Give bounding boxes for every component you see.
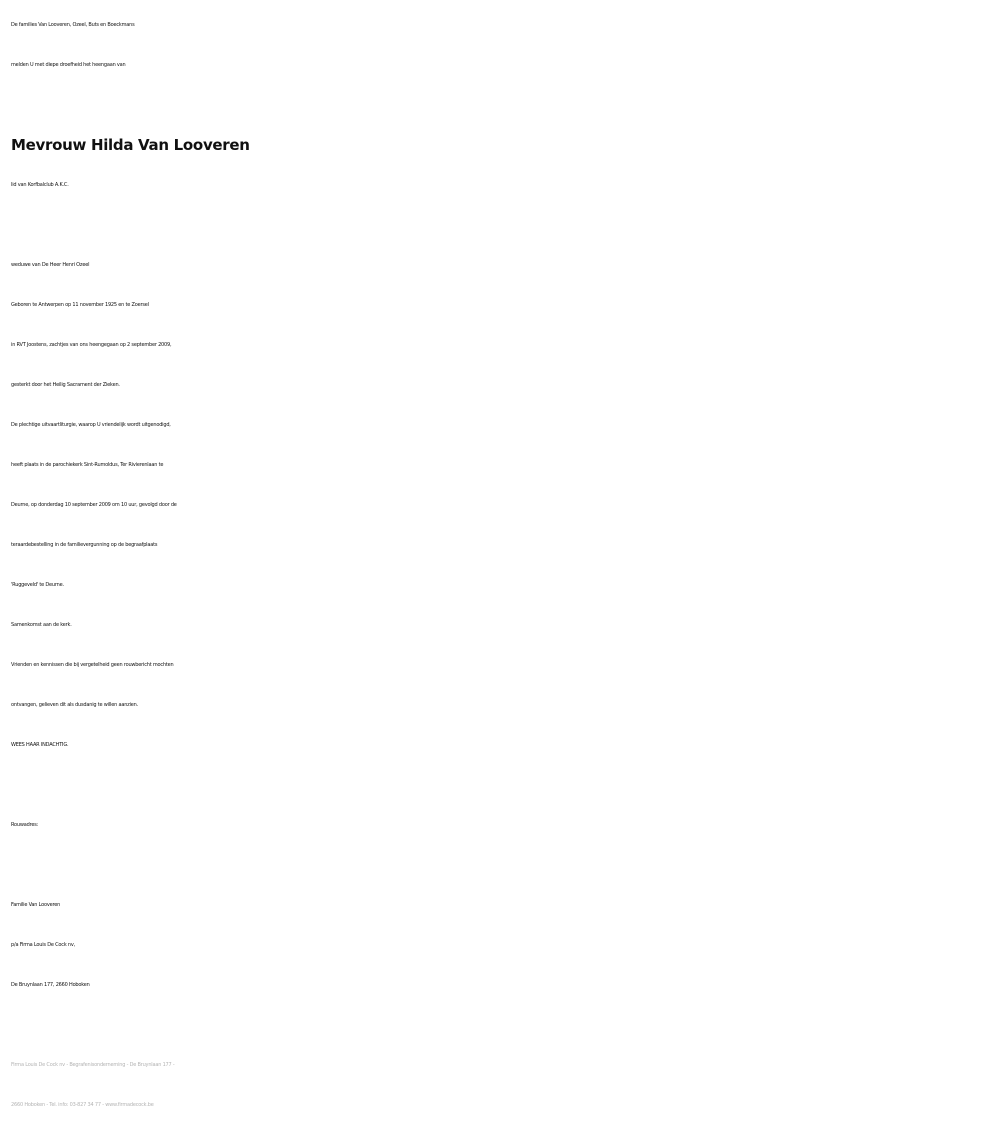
- address-line: De Bruynlaan 177, 2660 Hoboken: [11, 982, 90, 988]
- address-line: Familie Van Looveren: [11, 902, 61, 908]
- membership-line: lid van Korfbalclub A.K.C.: [11, 182, 69, 188]
- body-line: heeft plaats in de parochiekerk Sint-Rumoldus, Ter Rivierenlaan te: [11, 462, 164, 468]
- intro-line: De families Van Looveren, Ozeel, Buts en Boeckmans: [11, 22, 135, 28]
- intro-line: melden U met diepe droefheid het heengaan van: [11, 62, 126, 68]
- body-line: Deurne, op donderdag 10 september 2009 om 10 uur, gevolgd door de: [11, 502, 177, 508]
- spacer: [11, 205, 991, 245]
- body-line: Samenkomst aan de kerk.: [11, 622, 72, 628]
- spacer: [11, 845, 991, 885]
- body-line: 'Ruggeveld' te Deurne.: [11, 582, 64, 588]
- body-line: teraardebestelling in de familievergunning op de begraafplaats: [11, 542, 158, 548]
- address-line: p/a Firma Louis De Cock nv,: [11, 942, 76, 948]
- footer-line: 2660 Hoboken - Tel. info: 03-827 34 77 - www.firmadecock.be: [11, 1102, 154, 1108]
- body-line: ontvangen, gelieven dit als dusdanig te willen aanzien.: [11, 702, 139, 708]
- body-line: Geboren te Antwerpen op 11 november 1925 en te Zoersel: [11, 302, 149, 308]
- footer-line: Firma Louis De Cock nv - Begrafenisonderneming - De Bruynlaan 177 -: [11, 1062, 175, 1068]
- spacer: [11, 1005, 991, 1045]
- spacer: [11, 765, 991, 805]
- body-line: Vrienden en kennissen die bij vergetelheid geen rouwbericht mochten: [11, 662, 174, 668]
- deceased-name: Mevrouw Hilda Van Looveren: [11, 136, 250, 154]
- body-line: De plechtige uitvaartliturgie, waarop U vriendelijk wordt uitgenodigd,: [11, 422, 171, 428]
- body-line: gesterkt door het Heilig Sacrament der Zieken.: [11, 382, 120, 388]
- body-line: WEES HAAR INDACHTIG.: [11, 742, 69, 748]
- body-line: in RVT Joostens, zachtjes van ons heengegaan op 2 september 2009,: [11, 342, 172, 348]
- body-line: weduwe van De Heer Henri Ozeel: [11, 262, 90, 268]
- obituary-notice: [11, 5, 991, 1125]
- address-label: Rouwadres:: [11, 822, 39, 828]
